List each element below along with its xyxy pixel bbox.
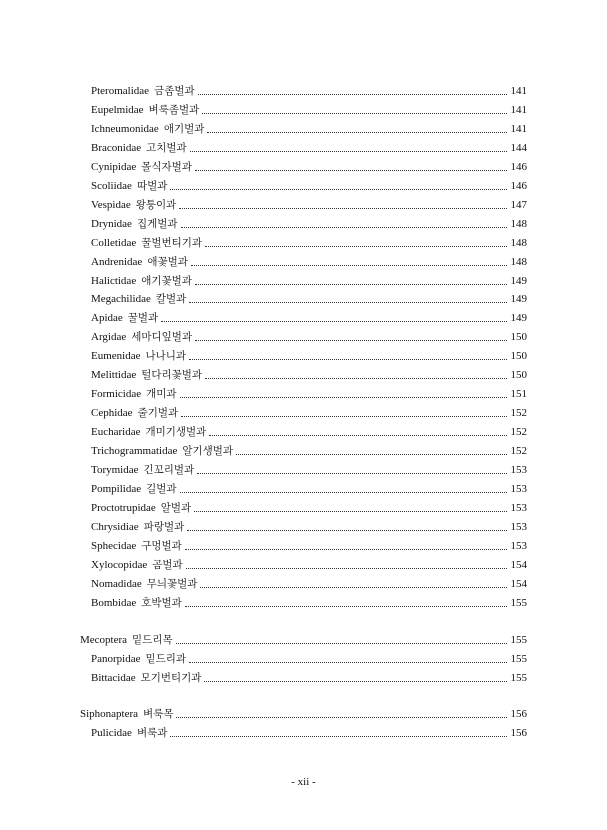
- entry-latin-name: Eucharidae: [91, 426, 141, 439]
- entry-latin-name: Formicidae: [91, 388, 142, 401]
- entry-korean-name: 금좀벌과: [154, 85, 195, 97]
- toc-entry: [91, 99, 527, 117]
- toc-entry: [91, 288, 527, 306]
- dot-leader: [187, 529, 507, 531]
- entry-latin-name: Sphecidae: [91, 539, 137, 552]
- toc-entry: [91, 497, 527, 515]
- toc-entry: [91, 478, 527, 496]
- entry-latin-name: Nomadidae: [91, 577, 142, 590]
- entry-korean-name: 꿀벌번티기과: [141, 236, 203, 249]
- entry-latin-name: Xylocopidae: [91, 558, 148, 571]
- entry-page-number: 153: [510, 464, 527, 476]
- entry-latin-name: Cynipidae: [91, 160, 137, 173]
- dot-leader: [180, 396, 507, 398]
- dot-leader: [202, 112, 507, 114]
- entry-latin-name: Bittacidae: [91, 671, 136, 684]
- entry-page-number: 148: [510, 236, 527, 249]
- entry-page-number: 148: [510, 255, 527, 268]
- entry-page-number: 153: [510, 539, 527, 552]
- entry-page-number: 148: [510, 217, 527, 230]
- dot-leader: [190, 150, 507, 152]
- dot-leader: [161, 320, 507, 322]
- toc-entry: [91, 592, 527, 610]
- dot-leader: [185, 605, 507, 607]
- entry-korean-name: 개미과: [146, 388, 177, 401]
- entry-latin-name: Pulicidae: [91, 727, 132, 740]
- entry-korean-name: 줄기벌과: [137, 407, 179, 420]
- dot-leader: [176, 642, 507, 644]
- dot-leader: [189, 661, 507, 663]
- entry-page-number: 154: [510, 577, 527, 590]
- entry-latin-name: Vespidae: [91, 198, 131, 211]
- entry-page-number: 152: [510, 426, 527, 439]
- dot-leader: [185, 548, 507, 550]
- dot-leader: [170, 188, 507, 190]
- entry-korean-name: 나나니과: [145, 350, 187, 363]
- entry-page-number: 144: [510, 141, 527, 154]
- dot-leader: [186, 567, 507, 569]
- entry-latin-name: Apidae: [91, 312, 123, 325]
- toc-entry: [91, 175, 527, 193]
- toc-entry: [91, 648, 527, 666]
- page-number-footer: - xii -: [291, 776, 316, 788]
- dot-leader: [181, 415, 507, 417]
- entry-latin-name: Eupelmidae: [91, 103, 144, 116]
- entry-korean-name: 밑드리과: [145, 652, 187, 665]
- toc-entry: [91, 194, 527, 212]
- entry-korean-name: 구멍벌과: [141, 539, 182, 552]
- toc-entry: [91, 383, 527, 401]
- entry-page-number: 141: [510, 85, 527, 97]
- toc-entry: [91, 345, 527, 363]
- toc-entry: [91, 402, 527, 420]
- entry-latin-name: Ichneumonidae: [91, 122, 159, 135]
- toc-entry: [91, 270, 527, 288]
- dot-leader: [194, 510, 507, 512]
- entry-korean-name: 털다리꽃벌과: [141, 369, 203, 382]
- dot-leader: [189, 358, 507, 360]
- entry-latin-name: Megachilidae: [91, 293, 151, 306]
- entry-page-number: 141: [510, 103, 527, 116]
- entry-page-number: 150: [510, 369, 527, 382]
- entry-latin-name: Cephidae: [91, 407, 133, 420]
- toc-entry: [91, 459, 527, 477]
- entry-latin-name: Torymidae: [91, 464, 139, 476]
- entry-korean-name: 벼룩목: [143, 708, 174, 721]
- entry-page-number: 156: [510, 708, 527, 721]
- entry-latin-name: Trichogrammatidae: [91, 445, 178, 457]
- entry-page-number: 150: [510, 350, 527, 363]
- entry-latin-name: Braconidae: [91, 141, 142, 154]
- dot-leader: [180, 491, 507, 493]
- dot-leader: [191, 264, 507, 266]
- entry-page-number: 146: [510, 160, 527, 173]
- entry-korean-name: 세마디잎벌과: [131, 331, 193, 344]
- entry-korean-name: 벼룩좀벌과: [148, 103, 200, 116]
- entry-latin-name: Argidae: [91, 331, 127, 344]
- entry-page-number: 154: [510, 558, 527, 571]
- entry-latin-name: Drynidae: [91, 217, 132, 230]
- dot-leader: [209, 434, 507, 436]
- dot-leader: [189, 301, 507, 303]
- entry-korean-name: 알벌과: [160, 501, 192, 514]
- entry-latin-name: Mecoptera: [80, 633, 128, 646]
- entry-page-number: 147: [510, 198, 527, 211]
- dot-leader: [179, 207, 507, 209]
- toc-entry: [91, 667, 527, 685]
- toc-entry: [91, 535, 527, 553]
- entry-page-number: 150: [510, 331, 527, 344]
- entry-korean-name: 긴꼬리벌과: [143, 464, 195, 476]
- entry-korean-name: 곰벌과: [152, 558, 183, 571]
- toc-section-heading: [80, 703, 527, 721]
- dot-leader: [176, 716, 507, 718]
- entry-korean-name: 벼룩과: [136, 727, 168, 740]
- entry-korean-name: 호박벌과: [141, 596, 182, 609]
- dot-leader: [195, 169, 507, 171]
- entry-korean-name: 따벌과: [136, 179, 168, 192]
- entry-page-number: 146: [510, 179, 527, 192]
- entry-page-number: 141: [510, 122, 527, 135]
- entry-latin-name: Panorpidae: [91, 652, 141, 665]
- toc-entry: [91, 722, 527, 740]
- entry-latin-name: Proctotrupidae: [91, 501, 156, 514]
- entry-korean-name: 몰식자벌과: [141, 160, 192, 173]
- toc-entry: [91, 421, 527, 439]
- entry-korean-name: 밑드리목: [132, 633, 173, 646]
- entry-korean-name: 무늬꽃벌과: [146, 577, 198, 590]
- entry-page-number: 149: [510, 312, 527, 325]
- toc-section-heading: [80, 629, 527, 647]
- dot-leader: [197, 472, 507, 474]
- entry-page-number: 151: [510, 388, 527, 401]
- entry-latin-name: Pompilidae: [91, 482, 142, 495]
- entry-page-number: 152: [510, 407, 527, 420]
- toc-entry: [91, 440, 527, 458]
- entry-korean-name: 애꽃벌과: [147, 255, 188, 268]
- entry-korean-name: 파랑벌과: [143, 520, 185, 533]
- toc-entry: [91, 118, 527, 136]
- dot-leader: [195, 339, 507, 341]
- dot-leader: [200, 586, 507, 588]
- entry-korean-name: 애기벌과: [163, 122, 205, 135]
- toc-entry: [91, 156, 527, 174]
- entry-latin-name: Colletidae: [91, 236, 137, 249]
- dot-leader: [205, 377, 507, 379]
- entry-korean-name: 모기번티기과: [140, 671, 202, 684]
- toc-entry: [91, 364, 527, 382]
- dot-leader: [205, 245, 507, 247]
- entry-page-number: 152: [510, 445, 527, 457]
- dot-leader: [198, 93, 507, 95]
- entry-page-number: 149: [510, 274, 527, 287]
- toc-entry: [91, 573, 527, 591]
- entry-latin-name: Scoliidae: [91, 179, 132, 192]
- entry-korean-name: 애기꽃벌과: [141, 274, 192, 287]
- entry-page-number: 156: [510, 727, 527, 740]
- entry-korean-name: 길벌과: [146, 482, 177, 495]
- toc-entry: [91, 80, 527, 98]
- toc-entry: [91, 137, 527, 155]
- entry-page-number: 153: [510, 501, 527, 514]
- toc-entry: [91, 232, 527, 250]
- toc-entry: [91, 554, 527, 572]
- entry-page-number: 155: [510, 596, 527, 609]
- entry-page-number: 155: [510, 671, 527, 684]
- toc-entry: [91, 326, 527, 344]
- entry-korean-name: 알기생벌과: [182, 445, 234, 457]
- entry-latin-name: Pteromalidae: [91, 85, 150, 97]
- entry-korean-name: 꿀벌과: [127, 312, 159, 325]
- dot-leader: [207, 131, 507, 133]
- entry-latin-name: Halictidae: [91, 274, 137, 287]
- toc-entry: [91, 251, 527, 269]
- entry-korean-name: 고치벌과: [146, 141, 187, 154]
- entry-latin-name: Eumenidae: [91, 350, 141, 363]
- toc-entry: [91, 213, 527, 231]
- dot-leader: [236, 453, 507, 455]
- entry-latin-name: Melittidae: [91, 369, 137, 382]
- entry-korean-name: 집게벌과: [136, 217, 178, 230]
- dot-leader: [204, 680, 507, 682]
- entry-korean-name: 칼벌과: [155, 293, 187, 306]
- entry-korean-name: 왕퉁이과: [135, 198, 177, 211]
- entry-page-number: 153: [510, 520, 527, 533]
- entry-latin-name: Andrenidae: [91, 255, 143, 268]
- dot-leader: [170, 735, 507, 737]
- entry-page-number: 155: [510, 652, 527, 665]
- entry-korean-name: 개미기생벌과: [145, 426, 207, 439]
- dot-leader: [195, 283, 507, 285]
- dot-leader: [181, 226, 507, 228]
- entry-latin-name: Bombidae: [91, 596, 137, 609]
- toc-entry: [91, 307, 527, 325]
- toc-entry: [91, 516, 527, 534]
- entry-page-number: 149: [510, 293, 527, 306]
- entry-latin-name: Chrysidiae: [91, 520, 139, 533]
- entry-page-number: 155: [510, 633, 527, 646]
- entry-latin-name: Siphonaptera: [80, 708, 139, 721]
- entry-page-number: 153: [510, 482, 527, 495]
